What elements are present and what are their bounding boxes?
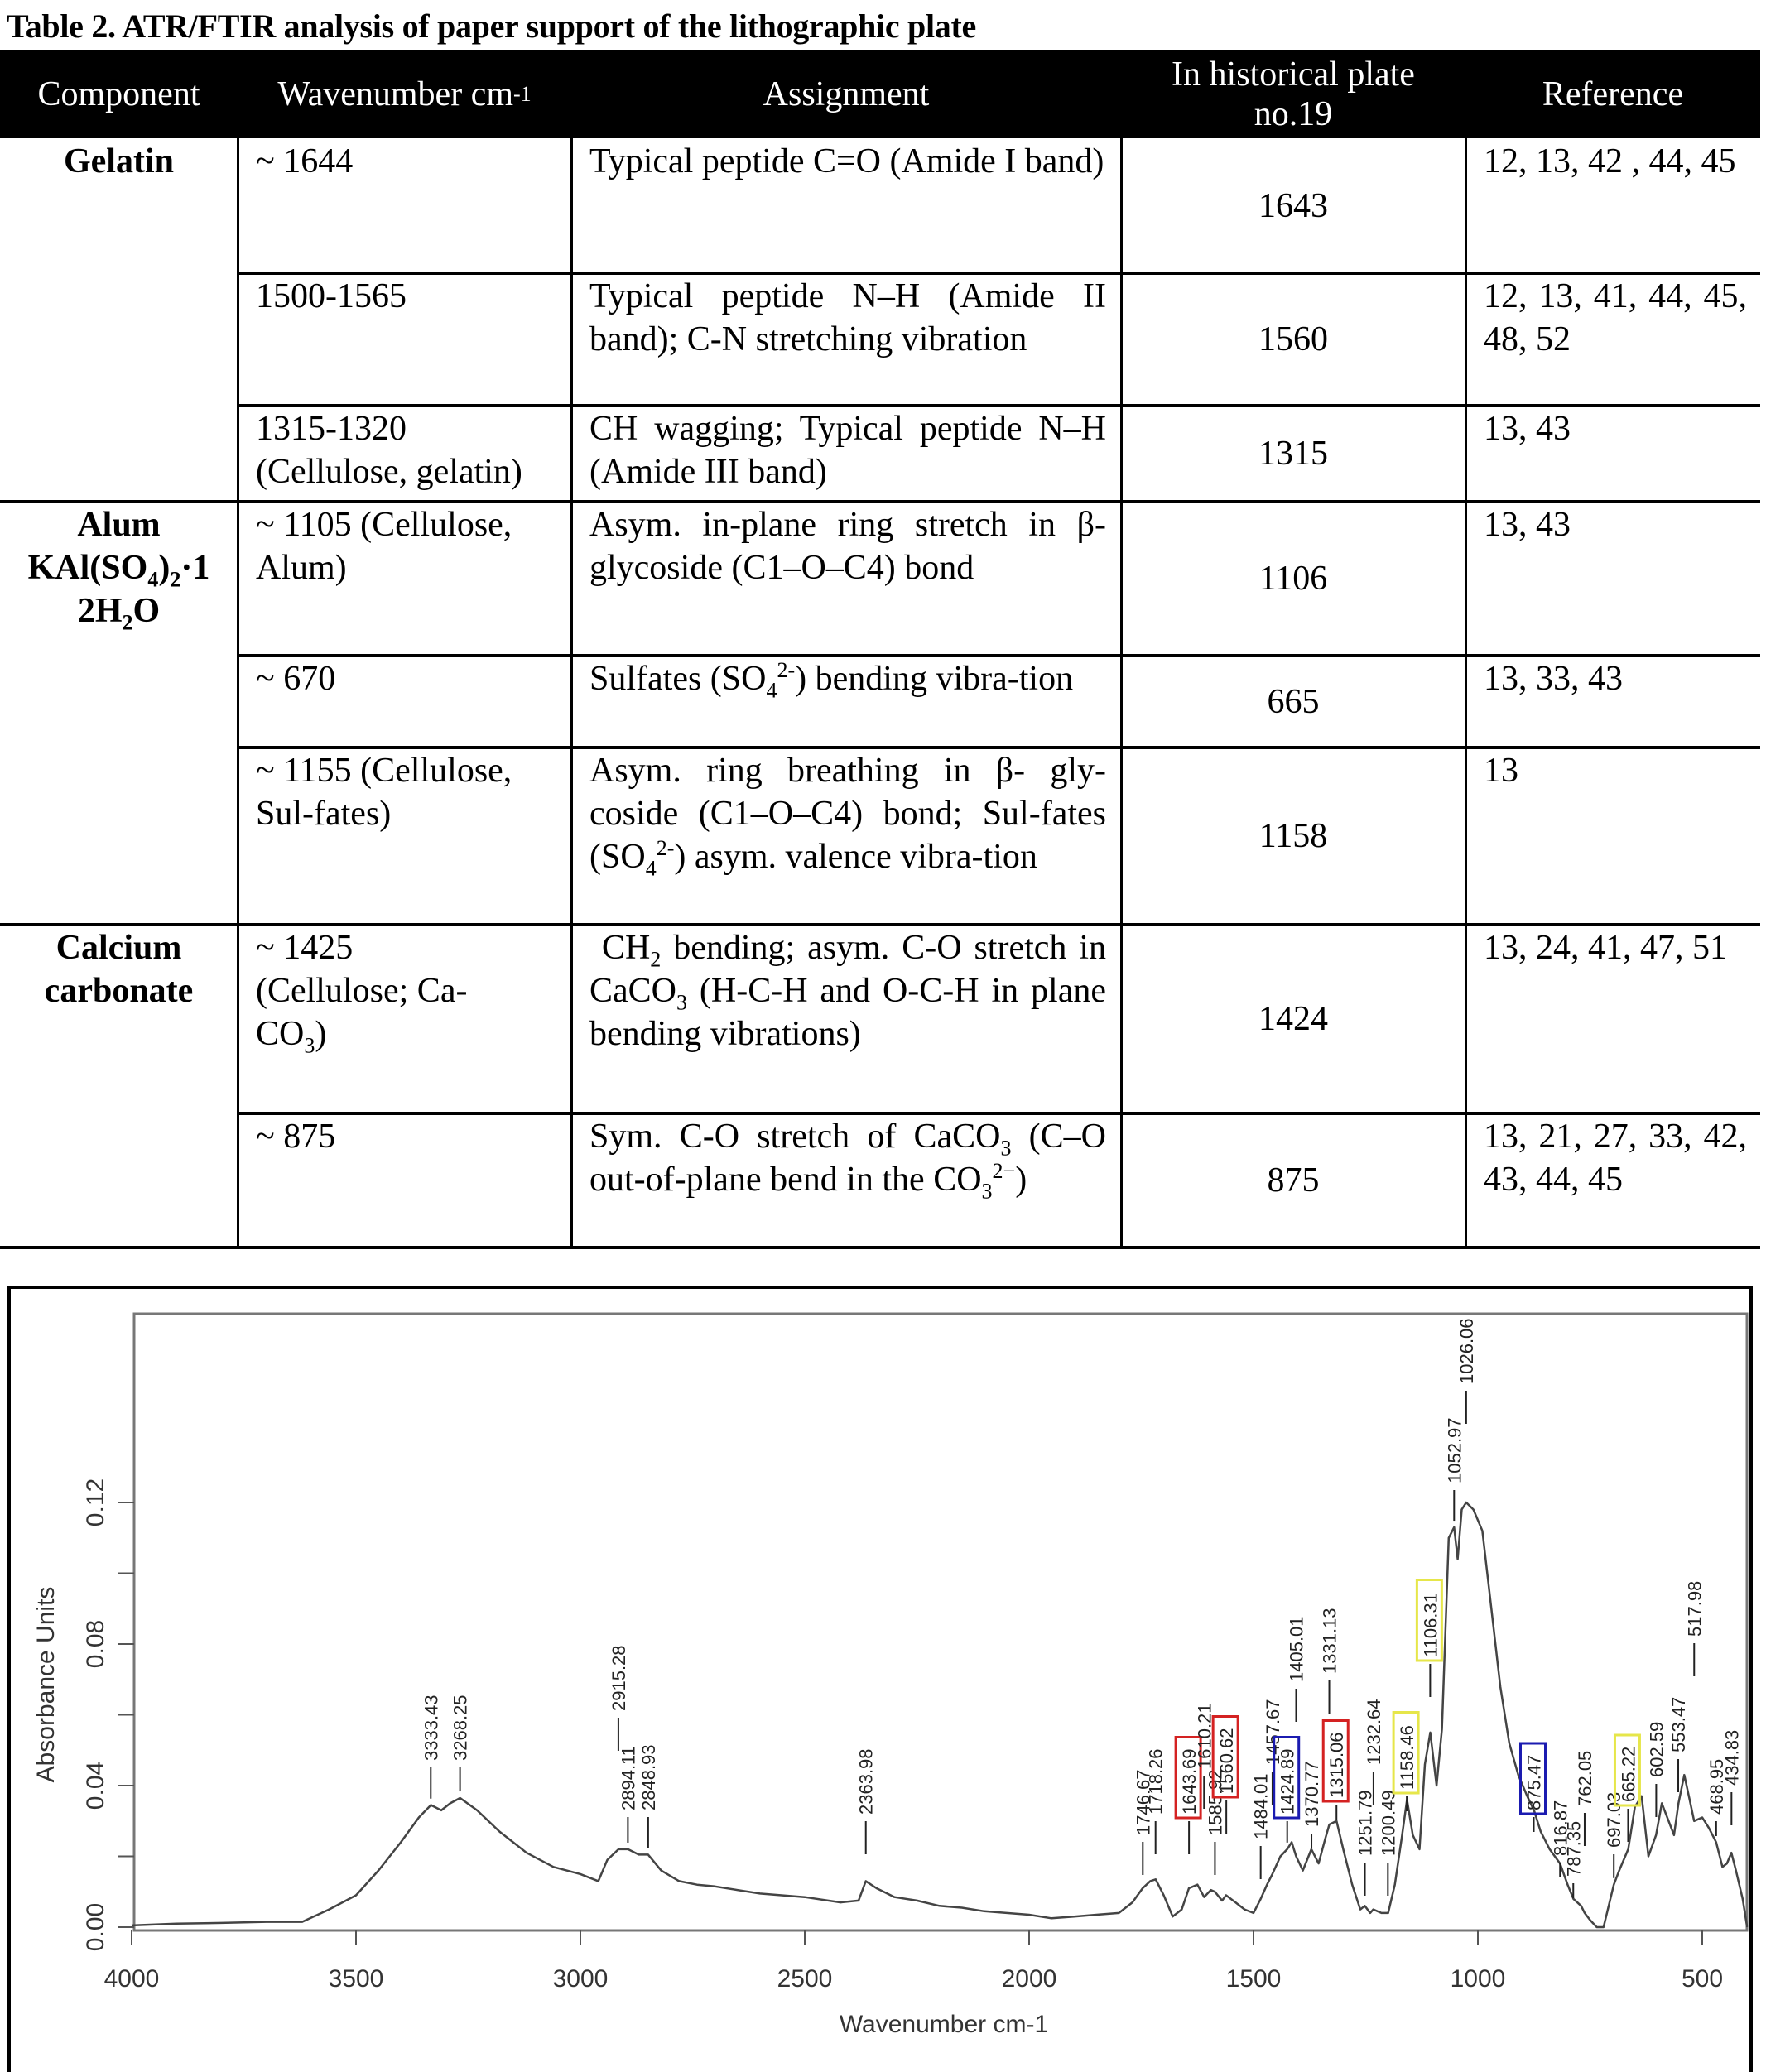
x-tick-label: 2500 <box>777 1965 833 1993</box>
historical-value-cell: 1106 <box>1258 560 1328 598</box>
assignment-cell: Sulfates $(SO_4^{2-})$ bending vibra-tion <box>589 658 1074 703</box>
reference-cell: 12, 13, 41, 44, 45, 48, 52 <box>1484 277 1747 358</box>
peak-label: 1331.13 <box>1319 1608 1340 1674</box>
peak-label: 875.47 <box>1523 1754 1545 1810</box>
peak-label: 468.95 <box>1706 1758 1727 1815</box>
peak-label: 2915.28 <box>608 1645 629 1711</box>
peak-label: 2894.11 <box>618 1746 639 1810</box>
header-wavenumber-label: Wavenumber cm <box>277 75 513 113</box>
peak-label: 517.98 <box>1684 1580 1706 1637</box>
peak-label: 1251.79 <box>1355 1790 1376 1856</box>
peak-label: 1484.01 <box>1250 1773 1272 1839</box>
historical-value-cell: 1158 <box>1258 817 1328 855</box>
assignment-cell: Typical peptide N–H (Amide II band); C-N stretching vibration <box>589 277 1106 358</box>
reference-cell: 13, 33, 43 <box>1484 660 1623 698</box>
peak-label: 1718.26 <box>1145 1748 1167 1815</box>
y-tick-label: 0.00 <box>82 1902 109 1952</box>
wavenumber-cell: 1315-1320 (Cellulose, gelatin) <box>256 410 522 491</box>
peak-label: 1585.92 <box>1205 1769 1226 1835</box>
peak-label: 2848.93 <box>638 1744 659 1810</box>
reference-cell: 13, 21, 27, 33, 42, 43, 44, 45 <box>1484 1118 1747 1199</box>
assignment-cell: Asym. in-plane ring stretch in β-glycoside (C1–O–C4) bond <box>589 506 1106 587</box>
header-wavenumber: Wavenumber cm -1 <box>277 75 532 113</box>
x-tick-label: 3000 <box>552 1965 609 1993</box>
assignment-cell: CH wagging; Typical peptide N–H (Amide III band) <box>589 410 1106 491</box>
x-tick-label: 2000 <box>1001 1965 1057 1993</box>
reference-cell: 13, 43 <box>1484 410 1571 448</box>
wavenumber-cell: ~ 1105 (Cellulose, Alum) <box>256 506 512 587</box>
assignment-cell: Sym. C-O stretch of CaCO$_3$ (C–O out-of-plane bend in the $CO_3^{2-}$) <box>589 1118 1106 1204</box>
peak-label: 3333.43 <box>421 1695 442 1761</box>
spectrum-line <box>132 1502 1747 1927</box>
peak-label: 1200.49 <box>1378 1790 1399 1856</box>
peak-label: 665.22 <box>1618 1746 1639 1802</box>
wavenumber-cell: ~ 1425 (Cellulose; Ca- $CO_3$) <box>256 929 468 1058</box>
header-component: Component <box>37 75 200 113</box>
peak-label: 697.03 <box>1604 1791 1625 1848</box>
y-tick-label: 0.12 <box>82 1478 109 1527</box>
peak-label: 1457.67 <box>1262 1699 1283 1765</box>
peak-label: 1610.21 <box>1194 1703 1215 1769</box>
y-tick-label: 0.08 <box>82 1619 109 1669</box>
x-tick-label: 500 <box>1681 1965 1724 1993</box>
plot-area-box <box>134 1314 1747 1930</box>
header-historical-line1: In historical plate <box>1172 55 1415 94</box>
assignment-cell: Typical peptide C=O (Amide I band) <box>589 142 1104 180</box>
peak-label: 1405.01 <box>1286 1616 1307 1682</box>
peak-label: 1106.31 <box>1420 1593 1441 1657</box>
header-assignment: Assignment <box>763 75 930 113</box>
component-cell: Alum $KAl(SO_4)_2\cdot 1$ $2H_2O$ <box>27 506 210 635</box>
peak-label: 1052.97 <box>1444 1417 1465 1483</box>
peak-label: 762.05 <box>1574 1750 1595 1806</box>
x-tick-label: 1500 <box>1225 1965 1282 1993</box>
peak-label: 1232.64 <box>1363 1699 1384 1765</box>
peak-label: 816.87 <box>1550 1800 1571 1856</box>
peak-label: 1370.77 <box>1302 1761 1323 1827</box>
reference-cell: 13 <box>1484 752 1518 790</box>
peak-label: 1746.67 <box>1133 1769 1154 1835</box>
assignment-cell: $CH_2$ bending; asym. C-O stretch in CaCO$_3$ (H-C-H and O-C-H in plane bending vibrations) <box>589 929 1106 1053</box>
peak-label: 553.47 <box>1668 1696 1690 1752</box>
header-reference: Reference <box>1542 75 1684 113</box>
peak-label: 434.83 <box>1721 1729 1743 1786</box>
wavenumber-cell: ~ 1644 <box>256 142 354 180</box>
peak-label: 602.59 <box>1646 1721 1667 1777</box>
peak-label: 3268.25 <box>450 1695 471 1761</box>
assignment-cell: Asym. ring breathing in β- gly-coside (C1–O–C4) bond; Sul-fates $(SO_4^{2-})$ asym. valence vibra-tion <box>589 752 1106 881</box>
wavenumber-cell: ~ 875 <box>256 1118 336 1156</box>
historical-value-cell: 875 <box>1267 1161 1320 1199</box>
wavenumber-cell: 1500-1565 <box>256 277 407 315</box>
x-axis-title: Wavenumber cm-1 <box>839 2011 1049 2038</box>
historical-value-cell: 665 <box>1267 682 1320 721</box>
peak-label: 1158.46 <box>1397 1725 1418 1790</box>
peak-label: 1643.69 <box>1179 1748 1201 1815</box>
historical-value-cell: 1315 <box>1258 435 1328 473</box>
peak-label: 1424.89 <box>1277 1748 1298 1815</box>
peak-label: 1315.06 <box>1326 1732 1348 1798</box>
x-tick-label: 1000 <box>1450 1965 1506 1993</box>
x-tick-label: 4000 <box>103 1965 160 1993</box>
y-axis-title: Absorbance Units <box>32 1586 60 1783</box>
component-cell: Calcium carbonate <box>44 929 194 1010</box>
header-historical-line2: no.19 <box>1254 95 1333 133</box>
component-cell: Gelatin <box>64 142 174 180</box>
y-tick-label: 0.04 <box>82 1761 109 1810</box>
historical-value-cell: 1560 <box>1258 320 1328 358</box>
peak-label: 1560.62 <box>1216 1728 1238 1794</box>
wavenumber-cell: ~ 670 <box>256 660 336 698</box>
peak-label: 787.35 <box>1563 1820 1585 1877</box>
x-tick-label: 3500 <box>328 1965 384 1993</box>
reference-cell: 13, 24, 41, 47, 51 <box>1484 929 1727 967</box>
peak-label: 2363.98 <box>855 1748 877 1815</box>
reference-cell: 13, 43 <box>1484 506 1571 544</box>
historical-value-cell: 1424 <box>1258 1000 1328 1038</box>
historical-value-cell: 1643 <box>1258 186 1328 225</box>
peak-label: 1026.06 <box>1456 1318 1477 1384</box>
table-caption: Table 2. ATR/FTIR analysis of paper support of the lithographic plate <box>7 7 976 45</box>
reference-cell: 12, 13, 42 , 44, 45 <box>1484 142 1736 180</box>
wavenumber-cell: ~ 1155 (Cellulose, Sul-fates) <box>256 752 512 833</box>
